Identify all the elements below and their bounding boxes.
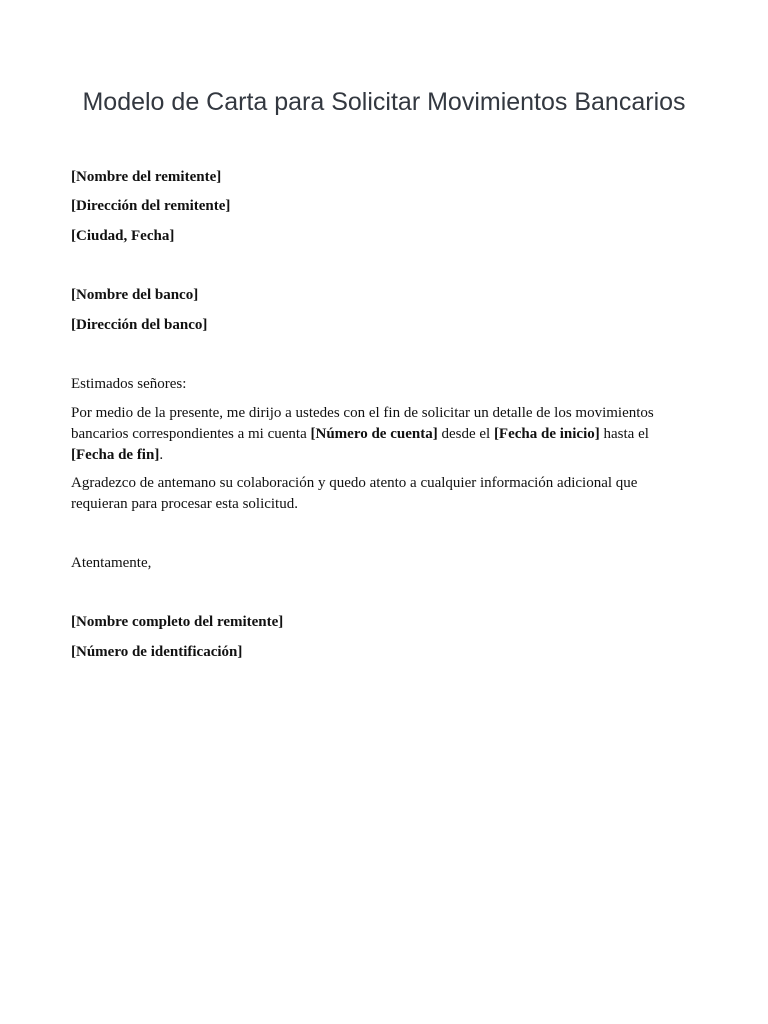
- closing: Atentamente,: [71, 555, 152, 571]
- bank-address: [Dirección del banco]: [71, 317, 208, 333]
- request-text-c: hasta el: [599, 426, 649, 442]
- request-paragraph: [71, 403, 671, 466]
- thanks-paragraph: Agradezco de antemano su colaboración y quedo atento a cualquier información adicional que requieran para procesar esta solicitud.: [71, 475, 638, 512]
- document-title: Modelo de Carta para Solicitar Movimientos Bancarios: [82, 88, 686, 116]
- sender-city-date: [Ciudad, Fecha]: [71, 228, 175, 244]
- sender-address: [Dirección del remitente]: [71, 198, 231, 214]
- account-number-placeholder: [Número de cuenta]: [310, 426, 438, 442]
- greeting: Estimados señores:: [71, 376, 187, 392]
- bank-name: [Nombre del banco]: [71, 287, 199, 303]
- end-date-placeholder: [Fecha de fin]: [71, 447, 160, 463]
- request-text-a: Por medio de la presente, me dirijo a ustedes con el fin de solicitar un detalle de los movimientos bancarios correspondientes a mi cuenta: [71, 405, 654, 442]
- request-text-b: desde el: [437, 426, 494, 442]
- signature-full-name: [Nombre completo del remitente]: [71, 614, 284, 630]
- request-text-d: .: [159, 447, 164, 463]
- start-date-placeholder: [Fecha de inicio]: [493, 426, 600, 442]
- sender-name: [Nombre del remitente]: [71, 169, 222, 185]
- signature-id-number: [Número de identificación]: [71, 644, 243, 660]
